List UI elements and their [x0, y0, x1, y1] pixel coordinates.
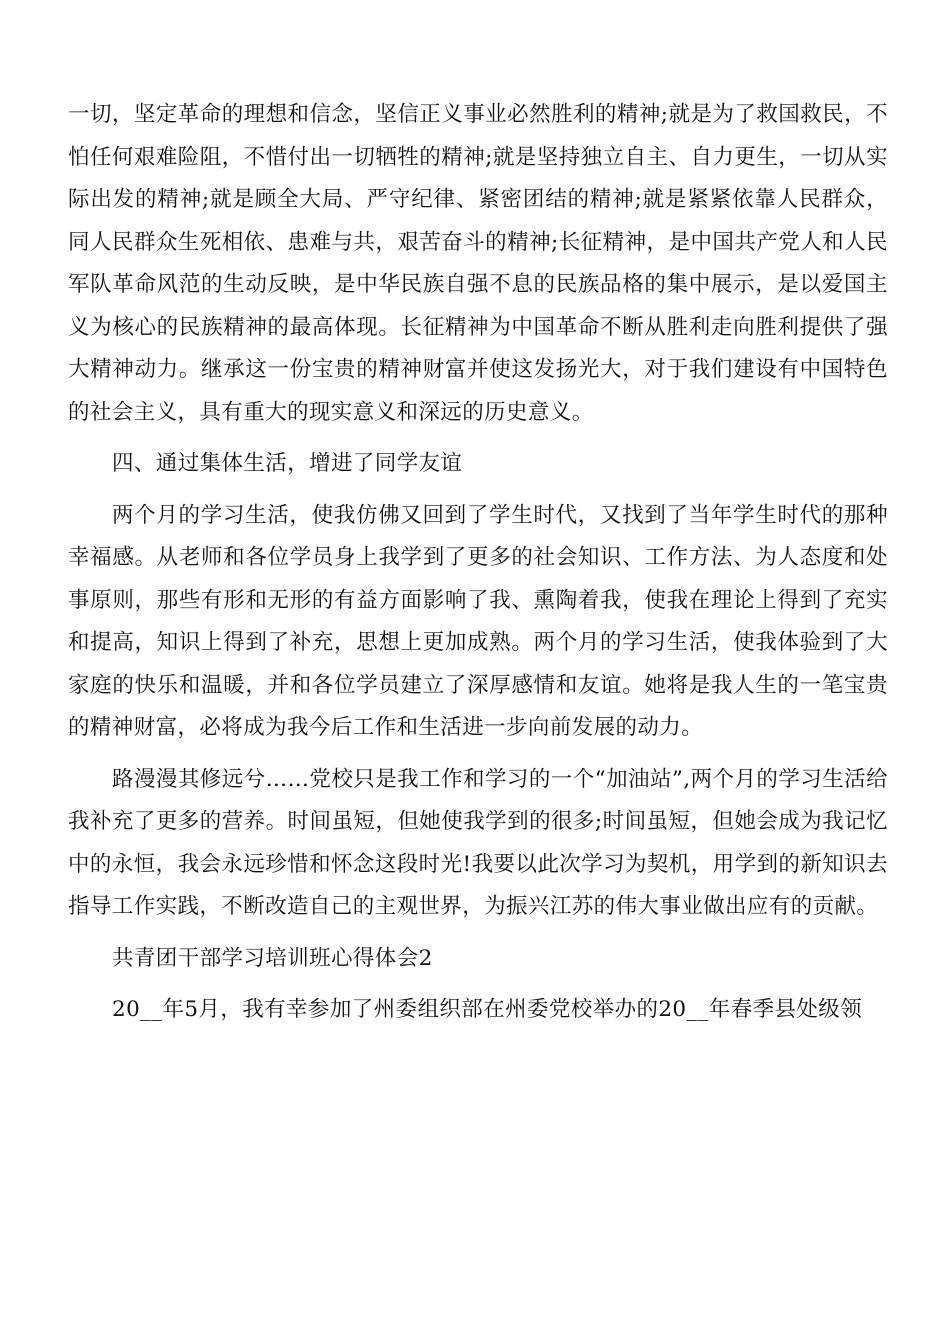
paragraph-article-2-intro: 20__年5月，我有幸参加了州委组织部在州委党校举办的20__年春季县处级领 — [112, 997, 863, 1022]
document-body — [68, 94, 888, 1032]
paragraph-study-life: 两个月的学习生活，使我仿佛又回到了学生时代，又找到了当年学生时代的那种幸福感。从老师和各位学员身上我学到了更多的社会知识、工作方法、为人态度和处事原则，那些有形和无形的有益方面影响了我、熏陶着我，使我在理论上得到了充实和提高，知识上得到了补充，思想上更加成熟。两个月的学习生活，使我体验到了大家庭的快乐和温暖，并和各位学员建立了深厚感情和友谊。她将是我人生的一笔宝贵的精神财富，必将成为我今后工作和生活进一步向前发展的动力。 — [68, 502, 888, 740]
paragraph-long-march-spirit: 一切，坚定革命的理想和信念，坚信正义事业必然胜利的精神;就是为了救国救民，不怕任何艰难险阻，不惜付出一切牺牲的精神;就是坚持独立自主、自力更生，一切从实际出发的精神;就是顾全大局、严守纪律、紧密团结的精神;就是紧紧依靠人民群众，同人民群众生死相依、患难与共，艰苦奋斗的精神;长征精神，是中国共产党人和人民军队革命风范的生动反映，是中华民族自强不息的民族品格的集中展示，是以爱国主义为核心的民族精神的最高体现。长征精神为中国革命不断从胜利走向胜利提供了强大精神动力。继承这一份宝贵的精神财富并使这发扬光大，对于我们建设有中国特色的社会主义，具有重大的现实意义和深远的历史意义。 — [68, 102, 888, 425]
section-heading-friendship: 四、通过集体生活，增进了同学友谊 — [112, 451, 463, 476]
paragraph-conclusion: 路漫漫其修远兮……党校只是我工作和学习的一个“加油站”,两个月的学习生活给我补充了更多的营养。时间虽短，但她使我学到的很多;时间虽短，但她会成为我记忆中的永恒，我会永远珍惜和怀念这段时光!我要以此次学习为契机，用学到的新知识去指导工作实践，不断改造自己的主观世界，为振兴江苏的伟大事业做出应有的贡献。 — [68, 766, 888, 919]
article-title-2: 共青团干部学习培训班心得体会2 — [112, 945, 433, 971]
